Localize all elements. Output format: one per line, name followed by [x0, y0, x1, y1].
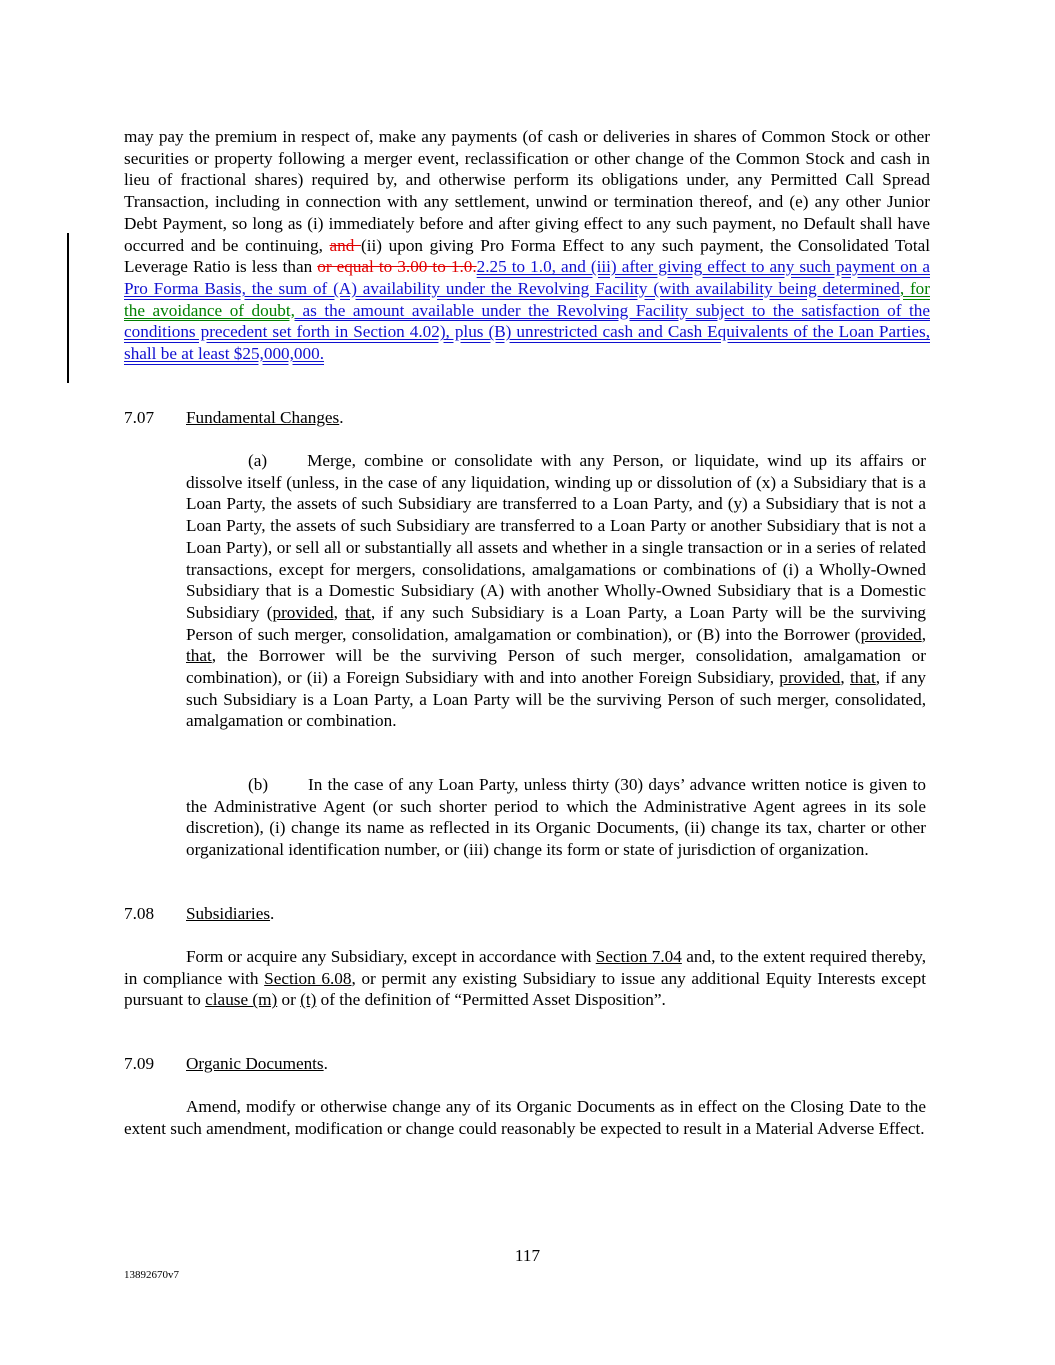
section-number: 7.08 [124, 904, 155, 923]
section-title: Organic Documents. [186, 1054, 328, 1073]
inserted-text: 2.25 to 1.0, and (iii) after giving effect to any such payment on a Pro Forma Basis, the sum of (A) availability under the Revolving Facility (with availability being determined [124, 257, 930, 298]
para-text: (ii) upon giving Pro Forma Effect to any such payment, the Consolidated Total Leverage Ratio is less than [124, 235, 931, 277]
clause-b-paragraph: (b) In the case of any Loan Party, unless thirty (30) days’ advance written notice is given to the Administrative Agent (or such shorter period to which the Administrative Agent agrees in its sole discretion), (i) change its name as reflected in its Organic Documents, (ii) change its tax, charter or other organizational identification number, or (iii) change its form or state of jurisdiction of organization. [186, 775, 926, 860]
page-number: 117 [514, 1246, 541, 1265]
deleted-text: and [329, 235, 361, 255]
revision-change-bar [67, 233, 69, 383]
para-text: may pay the premium in respect of, make any payments (of cash or deliveries in shares of Common Stock or other securities or property following a merger event, reclassification or other change of the Common Stock and cash in lieu of fractional shares) required by, and otherwise perform its obligations under, any Permitted Call Spread Transaction, including in connection with any settlement, unwind or termination thereof, and (e) any other Junior Debt Payment, so long as (i) immediately before and after giving effect to any such payment, no Default shall have occurred and be continuing, [124, 127, 930, 255]
section-number: 7.09 [124, 1054, 155, 1073]
clause-label: (a) [248, 451, 268, 470]
clause-a-paragraph: (a) Merge, combine or consolidate with any Person, or liquidate, wind up its affairs or dissolve itself (unless, in the case of any liquidation, winding up or dissolution of (x) a Subsidiary that is a Loan Party, the assets of such Subsidiary are transferred to a Loan Party, and (y) a Subsidiary that is not a Loan Party, the assets of such Subsidiary are transferred to a Loan Party or another Subsidiary that is not a Loan Party), or sell all or substantially all assets and whether in a single transaction or in a series of related transactions, except for mergers, consolidations, amalgamations or combinations of (i) a Wholly-Owned Subsidiary that is a Domestic Subsidiary (A) with another Wholly-Owned Subsidiary that is a Domestic Subsidiary (provided, that, if any such Subsidiary is a Loan Party, a Loan Party will be the surviving Person of such merger, consolidation, amalgamation or combination), or (B) into the Borrower (provided, that, the Borrower will be the surviving Person of such merger, consolidation, amalgamation or combination), or (ii) a Foreign Subsidiary with and into another Foreign Subsidiary, provided, that, if any such Subsidiary is a Loan Party, a Loan Party will be the surviving Person of such merger, consolidated, amalgamation or combination. [186, 451, 927, 731]
section-title: Subsidiaries. [186, 904, 275, 923]
inserted-text: as the amount available under the Revolving Facility subject to the satisfaction of the conditions precedent set forth in Section 4.02), plus (B) unrestricted cash and Cash Equivalents of the Loan Parties, shall be at least $25,000,000. [124, 300, 930, 364]
continued-paragraph [124, 126, 930, 365]
section-number: 7.07 [124, 408, 155, 427]
clause-label: (b) [248, 775, 269, 794]
deleted-text: or equal to 3.00 to 1.0. [317, 257, 477, 277]
subsidiaries-paragraph: Form or acquire any Subsidiary, except in accordance with Section 7.04 and, to the extent required thereby, in compliance with Section 6.08, or permit any existing Subsidiary to issue any additional Equity Interests except pursuant to clause (m) or (t) of the definition of “Permitted Asset Disposition”. [124, 947, 926, 1010]
inserted-text-green: , for the avoidance of doubt, [124, 278, 930, 320]
organic-documents-paragraph: Amend, modify or otherwise change any of its Organic Documents as in effect on the Closing Date to the extent such amendment, modification or change could reasonably be expected to result in a Material Adverse Effect. [124, 1097, 926, 1138]
section-title: Fundamental Changes. [186, 408, 344, 427]
document-id: 13892670v7 [124, 1269, 179, 1281]
